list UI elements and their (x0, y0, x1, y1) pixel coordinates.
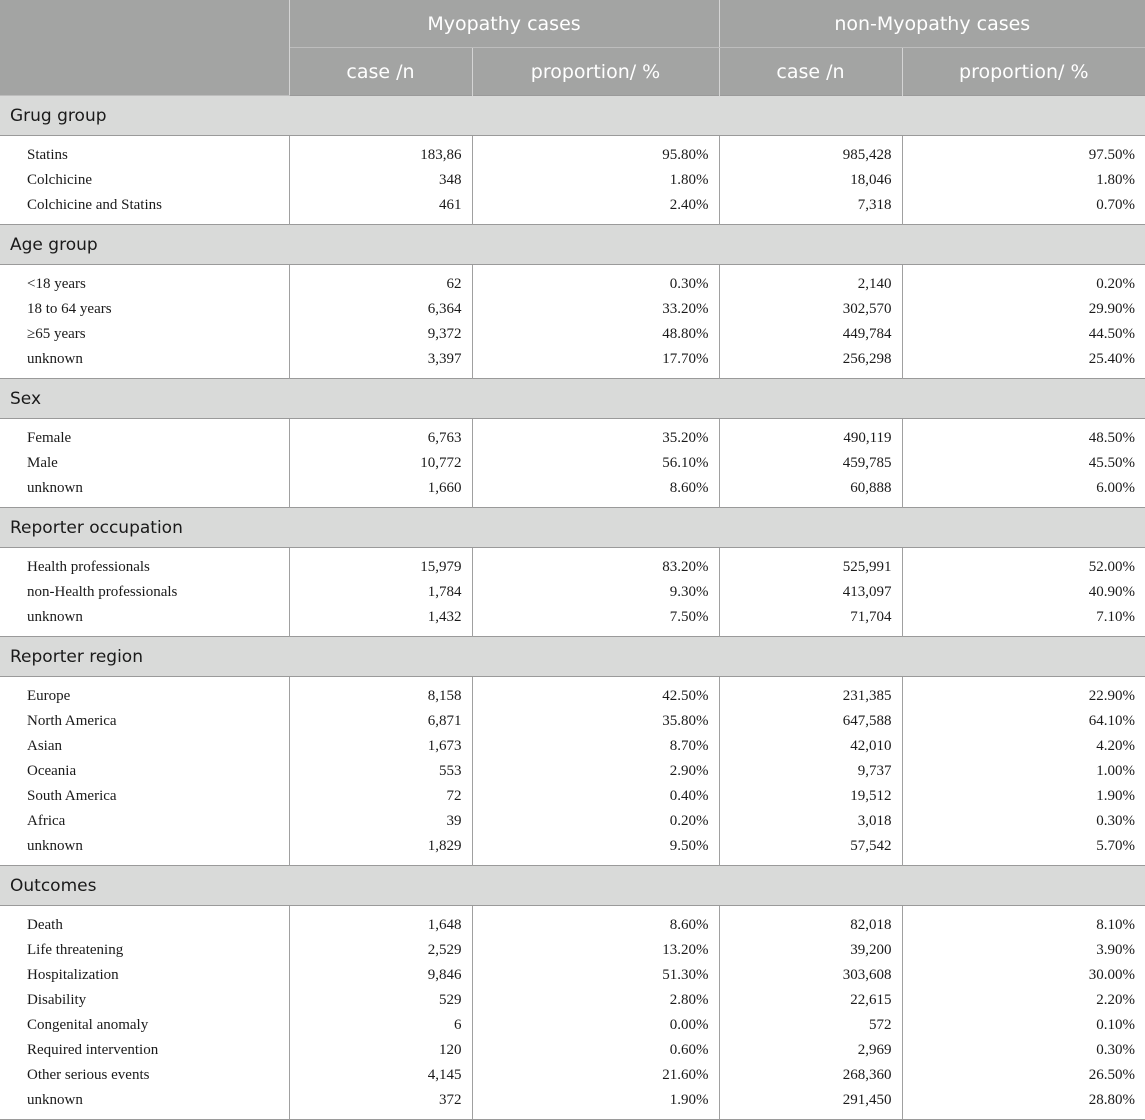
non-myopathy-proportion-cell: 30.00% (902, 963, 1145, 988)
non-myopathy-proportion-cell: 0.70% (902, 193, 1145, 225)
section-title: Grug group (0, 96, 1145, 136)
header-non-myopathy: non-Myopathy cases (719, 0, 1145, 48)
table-row (0, 677, 1145, 710)
row-label: unknown (27, 838, 83, 854)
myopathy-proportion-cell: 0.00% (472, 1013, 719, 1038)
myopathy-case-cell: 15,979 (289, 548, 472, 581)
myopathy-case-cell: 120 (289, 1038, 472, 1063)
myopathy-case-cell: 372 (289, 1088, 472, 1120)
non-myopathy-case-cell: 82,018 (719, 906, 902, 939)
myopathy-case-cell: 183,86 (289, 136, 472, 169)
row-label: 18 to 64 years (27, 301, 112, 317)
non-myopathy-case-cell: 985,428 (719, 136, 902, 169)
non-myopathy-proportion-cell: 3.90% (902, 938, 1145, 963)
myopathy-proportion-cell: 2.40% (472, 193, 719, 225)
myopathy-proportion-cell: 42.50% (472, 677, 719, 710)
row-label: Other serious events (27, 1067, 150, 1083)
row-label: Required intervention (27, 1042, 159, 1058)
myopathy-proportion-cell: 0.40% (472, 784, 719, 809)
section-title: Outcomes (0, 866, 1145, 906)
table-row (0, 605, 1145, 637)
non-myopathy-case-cell: 3,018 (719, 809, 902, 834)
myopathy-case-cell: 1,648 (289, 906, 472, 939)
myopathy-proportion-cell: 56.10% (472, 451, 719, 476)
section-title: Reporter occupation (0, 508, 1145, 548)
row-label: Congenital anomaly (27, 1017, 149, 1033)
table-row (0, 1063, 1145, 1088)
row-label: North America (27, 713, 117, 729)
table-row (0, 1038, 1145, 1063)
non-myopathy-proportion-cell: 48.50% (902, 419, 1145, 452)
non-myopathy-proportion-cell: 4.20% (902, 734, 1145, 759)
non-myopathy-case-cell: 449,784 (719, 322, 902, 347)
non-myopathy-case-cell: 9,737 (719, 759, 902, 784)
row-label: Hospitalization (27, 967, 119, 983)
non-myopathy-case-cell: 2,969 (719, 1038, 902, 1063)
myopathy-proportion-cell: 2.90% (472, 759, 719, 784)
table-row (0, 809, 1145, 834)
non-myopathy-proportion-cell: 1.80% (902, 168, 1145, 193)
myopathy-proportion-cell: 9.30% (472, 580, 719, 605)
row-label: Europe (27, 688, 71, 704)
non-myopathy-proportion-cell: 44.50% (902, 322, 1145, 347)
row-label: Colchicine (27, 172, 92, 188)
table-row (0, 834, 1145, 866)
myopathy-proportion-cell: 8.60% (472, 906, 719, 939)
table-row (0, 476, 1145, 508)
row-label: unknown (27, 351, 83, 367)
section-header-row (0, 225, 1145, 265)
myopathy-case-cell: 1,660 (289, 476, 472, 508)
table-row (0, 322, 1145, 347)
myopathy-proportion-cell: 8.60% (472, 476, 719, 508)
header-myopathy-case: case /n (289, 48, 472, 96)
table-row (0, 709, 1145, 734)
table-row (0, 451, 1145, 476)
non-myopathy-proportion-cell: 97.50% (902, 136, 1145, 169)
non-myopathy-case-cell: 302,570 (719, 297, 902, 322)
non-myopathy-case-cell: 7,318 (719, 193, 902, 225)
table-row (0, 759, 1145, 784)
section-title: Sex (0, 379, 1145, 419)
myopathy-case-cell: 6,763 (289, 419, 472, 452)
non-myopathy-proportion-cell: 0.30% (902, 1038, 1145, 1063)
header-myopathy: Myopathy cases (289, 0, 719, 48)
myopathy-proportion-cell: 7.50% (472, 605, 719, 637)
myopathy-case-cell: 6,364 (289, 297, 472, 322)
non-myopathy-case-cell: 60,888 (719, 476, 902, 508)
myopathy-proportion-cell: 0.30% (472, 265, 719, 298)
section-title: Age group (0, 225, 1145, 265)
non-myopathy-case-cell: 19,512 (719, 784, 902, 809)
table-row (0, 906, 1145, 939)
row-label: <18 years (27, 276, 86, 292)
table-row (0, 419, 1145, 452)
non-myopathy-case-cell: 413,097 (719, 580, 902, 605)
myopathy-case-cell: 2,529 (289, 938, 472, 963)
non-myopathy-proportion-cell: 28.80% (902, 1088, 1145, 1120)
section-header-row (0, 637, 1145, 677)
non-myopathy-case-cell: 39,200 (719, 938, 902, 963)
myopathy-proportion-cell: 2.80% (472, 988, 719, 1013)
myopathy-case-cell: 39 (289, 809, 472, 834)
header-row-groups (0, 0, 1145, 48)
table-row (0, 168, 1145, 193)
row-label: Statins (27, 147, 68, 163)
non-myopathy-proportion-cell: 1.90% (902, 784, 1145, 809)
table-row (0, 1013, 1145, 1038)
myopathy-proportion-cell: 1.80% (472, 168, 719, 193)
myopathy-proportion-cell: 51.30% (472, 963, 719, 988)
row-label: Colchicine and Statins (27, 197, 162, 213)
myopathy-proportion-cell: 0.60% (472, 1038, 719, 1063)
myopathy-case-cell: 1,673 (289, 734, 472, 759)
myopathy-case-cell: 461 (289, 193, 472, 225)
row-label: Male (27, 455, 58, 471)
non-myopathy-proportion-cell: 6.00% (902, 476, 1145, 508)
non-myopathy-proportion-cell: 0.20% (902, 265, 1145, 298)
non-myopathy-proportion-cell: 2.20% (902, 988, 1145, 1013)
table-row (0, 1088, 1145, 1120)
non-myopathy-case-cell: 42,010 (719, 734, 902, 759)
row-label: Female (27, 430, 72, 446)
non-myopathy-case-cell: 18,046 (719, 168, 902, 193)
table-row (0, 938, 1145, 963)
non-myopathy-case-cell: 71,704 (719, 605, 902, 637)
section-header-row (0, 508, 1145, 548)
myopathy-case-cell: 1,784 (289, 580, 472, 605)
myopathy-case-cell: 4,145 (289, 1063, 472, 1088)
myopathy-case-cell: 6,871 (289, 709, 472, 734)
table-body (0, 96, 1145, 1120)
table-row (0, 347, 1145, 379)
table-row (0, 297, 1145, 322)
non-myopathy-case-cell: 22,615 (719, 988, 902, 1013)
table-row (0, 136, 1145, 169)
non-myopathy-case-cell: 231,385 (719, 677, 902, 710)
non-myopathy-case-cell: 291,450 (719, 1088, 902, 1120)
table-header (0, 0, 1145, 96)
myopathy-case-cell: 62 (289, 265, 472, 298)
non-myopathy-proportion-cell: 26.50% (902, 1063, 1145, 1088)
row-label: unknown (27, 609, 83, 625)
myopathy-case-cell: 9,372 (289, 322, 472, 347)
row-label: Death (27, 917, 63, 933)
non-myopathy-proportion-cell: 5.70% (902, 834, 1145, 866)
header-myopathy-proportion: proportion/ % (472, 48, 719, 96)
myopathy-proportion-cell: 9.50% (472, 834, 719, 866)
myopathy-case-cell: 1,432 (289, 605, 472, 637)
myopathy-proportion-cell: 1.90% (472, 1088, 719, 1120)
header-non-myopathy-proportion: proportion/ % (902, 48, 1145, 96)
myopathy-proportion-cell: 48.80% (472, 322, 719, 347)
table-row (0, 265, 1145, 298)
non-myopathy-proportion-cell: 64.10% (902, 709, 1145, 734)
myopathy-proportion-cell: 0.20% (472, 809, 719, 834)
myopathy-proportion-cell: 33.20% (472, 297, 719, 322)
table-row (0, 580, 1145, 605)
section-header-row (0, 379, 1145, 419)
row-label: non-Health professionals (27, 584, 178, 600)
row-label: South America (27, 788, 117, 804)
non-myopathy-case-cell: 303,608 (719, 963, 902, 988)
non-myopathy-case-cell: 459,785 (719, 451, 902, 476)
myopathy-case-cell: 553 (289, 759, 472, 784)
non-myopathy-proportion-cell: 29.90% (902, 297, 1145, 322)
myopathy-proportion-cell: 35.80% (472, 709, 719, 734)
myopathy-proportion-cell: 21.60% (472, 1063, 719, 1088)
row-label: Health professionals (27, 559, 150, 575)
row-label: unknown (27, 480, 83, 496)
table-row (0, 963, 1145, 988)
table-row (0, 784, 1145, 809)
non-myopathy-case-cell: 256,298 (719, 347, 902, 379)
non-myopathy-proportion-cell: 40.90% (902, 580, 1145, 605)
non-myopathy-proportion-cell: 8.10% (902, 906, 1145, 939)
myopathy-case-cell: 8,158 (289, 677, 472, 710)
non-myopathy-case-cell: 2,140 (719, 265, 902, 298)
myopathy-proportion-cell: 8.70% (472, 734, 719, 759)
non-myopathy-proportion-cell: 7.10% (902, 605, 1145, 637)
myopathy-case-cell: 10,772 (289, 451, 472, 476)
myopathy-case-cell: 9,846 (289, 963, 472, 988)
section-title: Reporter region (0, 637, 1145, 677)
myopathy-case-cell: 529 (289, 988, 472, 1013)
non-myopathy-proportion-cell: 45.50% (902, 451, 1145, 476)
non-myopathy-proportion-cell: 0.30% (902, 809, 1145, 834)
myopathy-case-cell: 348 (289, 168, 472, 193)
non-myopathy-case-cell: 57,542 (719, 834, 902, 866)
non-myopathy-case-cell: 490,119 (719, 419, 902, 452)
non-myopathy-case-cell: 268,360 (719, 1063, 902, 1088)
row-label: Life threatening (27, 942, 124, 958)
table-row (0, 193, 1145, 225)
row-label: unknown (0, 1088, 289, 1120)
non-myopathy-proportion-cell: 22.90% (902, 677, 1145, 710)
non-myopathy-proportion-cell: 0.10% (902, 1013, 1145, 1038)
myopathy-proportion-cell: 35.20% (472, 419, 719, 452)
non-myopathy-case-cell: 525,991 (719, 548, 902, 581)
section-header-row (0, 96, 1145, 136)
non-myopathy-case-cell: 647,588 (719, 709, 902, 734)
myopathy-proportion-cell: 83.20% (472, 548, 719, 581)
non-myopathy-case-cell: 572 (719, 1013, 902, 1038)
myopathy-case-cell: 3,397 (289, 347, 472, 379)
row-label: Disability (27, 992, 87, 1008)
table-row (0, 548, 1145, 581)
non-myopathy-proportion-cell: 1.00% (902, 759, 1145, 784)
myopathy-proportion-cell: 95.80% (472, 136, 719, 169)
row-label: ≥65 years (27, 326, 86, 342)
row-label: Asian (27, 738, 62, 754)
row-label: Africa (27, 813, 66, 829)
myopathy-case-cell: 1,829 (289, 834, 472, 866)
row-label: Oceania (27, 763, 77, 779)
header-non-myopathy-case: case /n (719, 48, 902, 96)
myopathy-case-cell: 72 (289, 784, 472, 809)
non-myopathy-proportion-cell: 25.40% (902, 347, 1145, 379)
myopathy-proportion-cell: 17.70% (472, 347, 719, 379)
section-header-row (0, 866, 1145, 906)
table-row (0, 988, 1145, 1013)
header-corner (0, 0, 289, 96)
myopathy-proportion-cell: 13.20% (472, 938, 719, 963)
myopathy-case-cell: 6 (289, 1013, 472, 1038)
table-row (0, 734, 1145, 759)
non-myopathy-proportion-cell: 52.00% (902, 548, 1145, 581)
